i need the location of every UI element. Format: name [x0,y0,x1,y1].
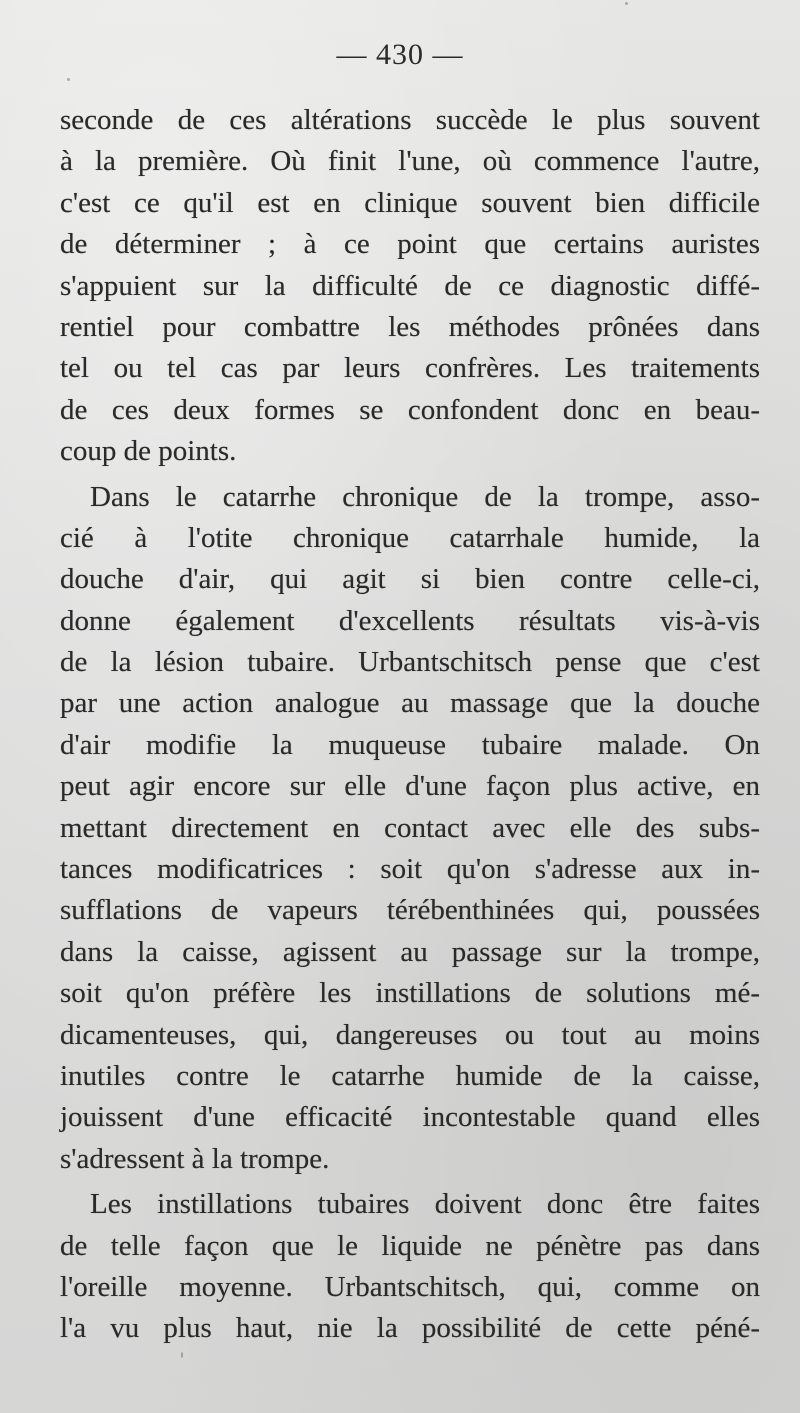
text-line: d'air modifie la muqueuse tubaire malade. On [60,728,760,761]
text-line: sufflations de vapeurs térébenthinées qui, poussées [60,894,760,927]
paragraph-3 [60,1184,760,1350]
text-line: coup de points. [60,435,237,468]
text-line: de ces deux formes se confondent donc en beau- [60,393,760,426]
text-line: dicamenteuses, qui, dangereuses ou tout au moins [60,1018,760,1051]
paragraph-1 [60,100,760,473]
text-line: rentiel pour combattre les méthodes prônées dans [60,310,760,343]
paper-speck [181,1352,183,1358]
text-line: cié à l'otite chronique catarrhale humide, la [60,521,760,554]
text-line: s'appuient sur la difficulté de ce diagnostic diffé- [60,269,760,302]
text-line: soit qu'on préfère les instillations de solutions mé- [60,977,760,1010]
text-line: mettant directement en contact avec elle des subs- [60,811,760,844]
text-line: l'oreille moyenne. Urbantschitsch, qui, comme on [60,1270,760,1303]
text-line: c'est ce qu'il est en clinique souvent bien difficile [60,186,760,219]
text-line: seconde de ces altérations succède le plus souvent [60,104,760,136]
text-line: de la lésion tubaire. Urbantschitsch pense que c'est [60,646,760,679]
text-line: inutiles contre le catarrhe humide de la caisse, [60,1059,760,1092]
text-line: tances modificatrices : soit qu'on s'adresse aux in- [60,853,760,886]
text-line: tel ou tel cas par leurs confrères. Les traitements [60,352,760,385]
text-line: dans la caisse, agissent au passage sur la trompe, [60,935,760,968]
text-line: l'a vu plus haut, nie la possibilité de cette péné- [60,1312,760,1345]
text-line: Les instillations tubaires doivent donc être faites [90,1188,760,1221]
paragraph-2 [60,477,760,1181]
page-number: — 430 — [336,38,464,71]
paper-speck [625,2,628,5]
text-line: peut agir encore sur elle d'une façon plus active, en [60,770,760,803]
paper-speck [67,78,70,81]
text-line: s'adressent à la trompe. [60,1142,330,1175]
text-line: de déterminer ; à ce point que certains auristes [60,228,760,261]
text-line: donne également d'excellents résultats vis-à-vis [60,604,760,637]
text-line: par une action analogue au massage que la douche [60,687,760,720]
text-line: douche d'air, qui agit si bien contre celle-ci, [60,563,760,596]
text-line: jouissent d'une efficacité incontestable quand elles [60,1101,760,1134]
body-text [60,100,760,1350]
text-line: de telle façon que le liquide ne pénètre pas dans [60,1229,760,1262]
text-line: à la première. Où finit l'une, où commence l'autre, [60,145,760,178]
text-line: Dans le catarrhe chronique de la trompe, asso- [90,480,760,513]
